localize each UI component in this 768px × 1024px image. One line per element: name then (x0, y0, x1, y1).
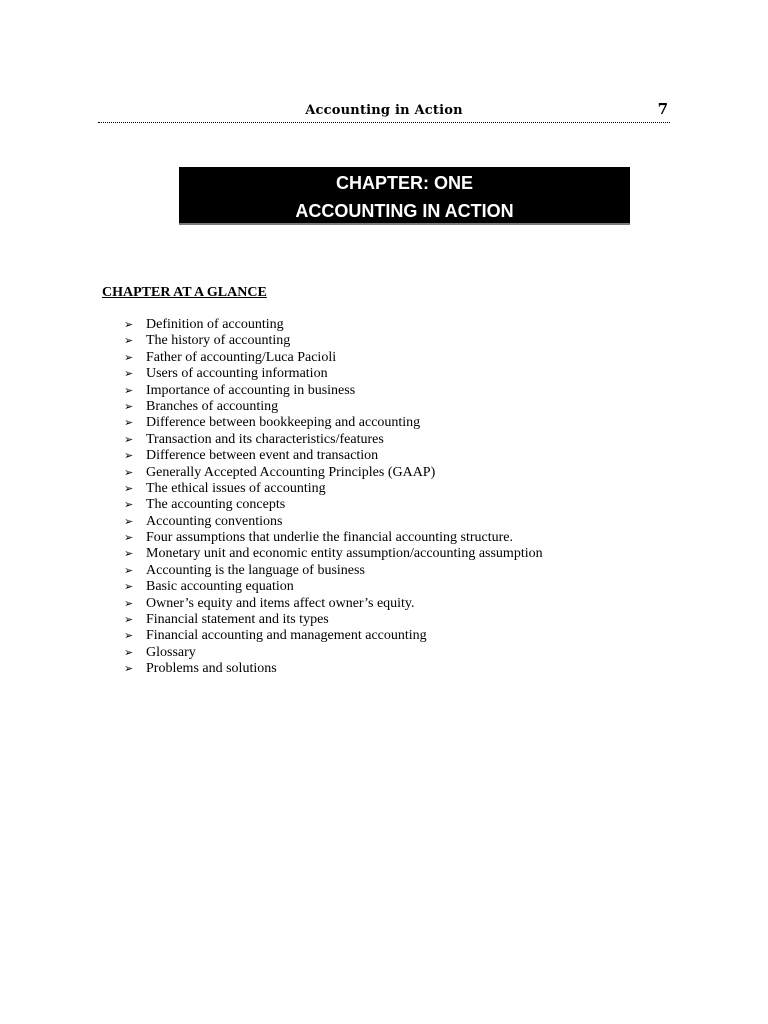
list-item-text: Four assumptions that underlie the financial accounting structure. (146, 530, 514, 546)
arrow-bullet-icon: ➢ (124, 335, 134, 348)
arrow-bullet-icon: ➢ (124, 400, 134, 413)
list-item (124, 645, 543, 661)
running-header (98, 100, 670, 123)
list-item (124, 448, 543, 464)
list-item (124, 596, 543, 612)
list-item-text: The history of accounting (146, 333, 291, 349)
list-item-text: Accounting is the language of business (146, 562, 365, 578)
list-item (124, 415, 543, 431)
list-item-text: Branches of accounting (146, 398, 279, 414)
list-item-text: Importance of accounting in business (146, 382, 356, 398)
list-item-text: Accounting conventions (146, 513, 283, 529)
list-item-text: Generally Accepted Accounting Principles (GAAP) (146, 464, 436, 480)
list-item (124, 350, 543, 366)
running-title: Accounting in Action (305, 103, 463, 118)
arrow-bullet-icon: ➢ (124, 417, 134, 430)
arrow-bullet-icon: ➢ (124, 368, 134, 381)
arrow-bullet-icon: ➢ (124, 646, 134, 659)
list-item-text: Father of accounting/Luca Pacioli (146, 349, 337, 365)
arrow-bullet-icon: ➢ (124, 548, 134, 561)
list-item-text: The ethical issues of accounting (146, 480, 326, 496)
list-item (124, 481, 543, 497)
arrow-bullet-icon: ➢ (124, 351, 134, 364)
arrow-bullet-icon: ➢ (124, 466, 134, 479)
arrow-bullet-icon: ➢ (124, 499, 134, 512)
chapter-title: ACCOUNTING IN ACTION (295, 201, 514, 221)
list-item-text: Difference between bookkeeping and accounting (146, 415, 421, 431)
list-item-text: Basic accounting equation (146, 579, 294, 595)
list-item-text: Financial statement and its types (146, 612, 329, 628)
arrow-bullet-icon: ➢ (124, 450, 134, 463)
list-item (124, 612, 543, 628)
list-item (124, 563, 543, 579)
list-item (124, 579, 543, 595)
list-item-text: Owner’s equity and items affect owner’s equity. (146, 595, 415, 611)
list-item (124, 366, 543, 382)
list-item-text: Transaction and its characteristics/features (146, 431, 384, 447)
list-item (124, 333, 543, 349)
arrow-bullet-icon: ➢ (124, 433, 134, 446)
chapter-banner (179, 167, 630, 225)
arrow-bullet-icon: ➢ (124, 482, 134, 495)
list-item (124, 383, 543, 399)
arrow-bullet-icon: ➢ (124, 384, 134, 397)
arrow-bullet-icon: ➢ (124, 581, 134, 594)
list-item (124, 465, 543, 481)
chapter-number-title: CHAPTER: ONE (335, 173, 473, 193)
list-item (124, 399, 543, 415)
list-item-text: Problems and solutions (146, 661, 277, 677)
list-item (124, 546, 543, 562)
list-item-text: Glossary (146, 644, 196, 660)
list-item-text: Difference between event and transaction (146, 448, 379, 464)
arrow-bullet-icon: ➢ (124, 319, 134, 331)
list-item-text: The accounting concepts (146, 497, 286, 513)
arrow-bullet-icon: ➢ (124, 564, 134, 577)
list-item (124, 432, 543, 448)
list-item (124, 661, 543, 677)
list-item-text: Definition of accounting (146, 317, 284, 332)
page-number: 7 (657, 100, 668, 118)
list-item (124, 317, 543, 333)
list-item-text: Users of accounting information (146, 366, 328, 382)
arrow-bullet-icon: ➢ (124, 515, 134, 528)
arrow-bullet-icon: ➢ (124, 597, 134, 610)
arrow-bullet-icon: ➢ (124, 630, 134, 643)
list-item (124, 514, 543, 530)
list-item (124, 497, 543, 513)
list-item-text: Monetary unit and economic entity assumption/accounting assumption (146, 546, 543, 562)
section-heading: CHAPTER AT A GLANCE (102, 285, 267, 300)
arrow-bullet-icon: ➢ (124, 614, 134, 627)
list-item-text: Financial accounting and management accounting (146, 628, 427, 644)
arrow-bullet-icon: ➢ (124, 532, 134, 545)
arrow-bullet-icon: ➢ (124, 663, 134, 676)
topic-list (124, 317, 543, 678)
list-item (124, 628, 543, 644)
list-item (124, 530, 543, 546)
